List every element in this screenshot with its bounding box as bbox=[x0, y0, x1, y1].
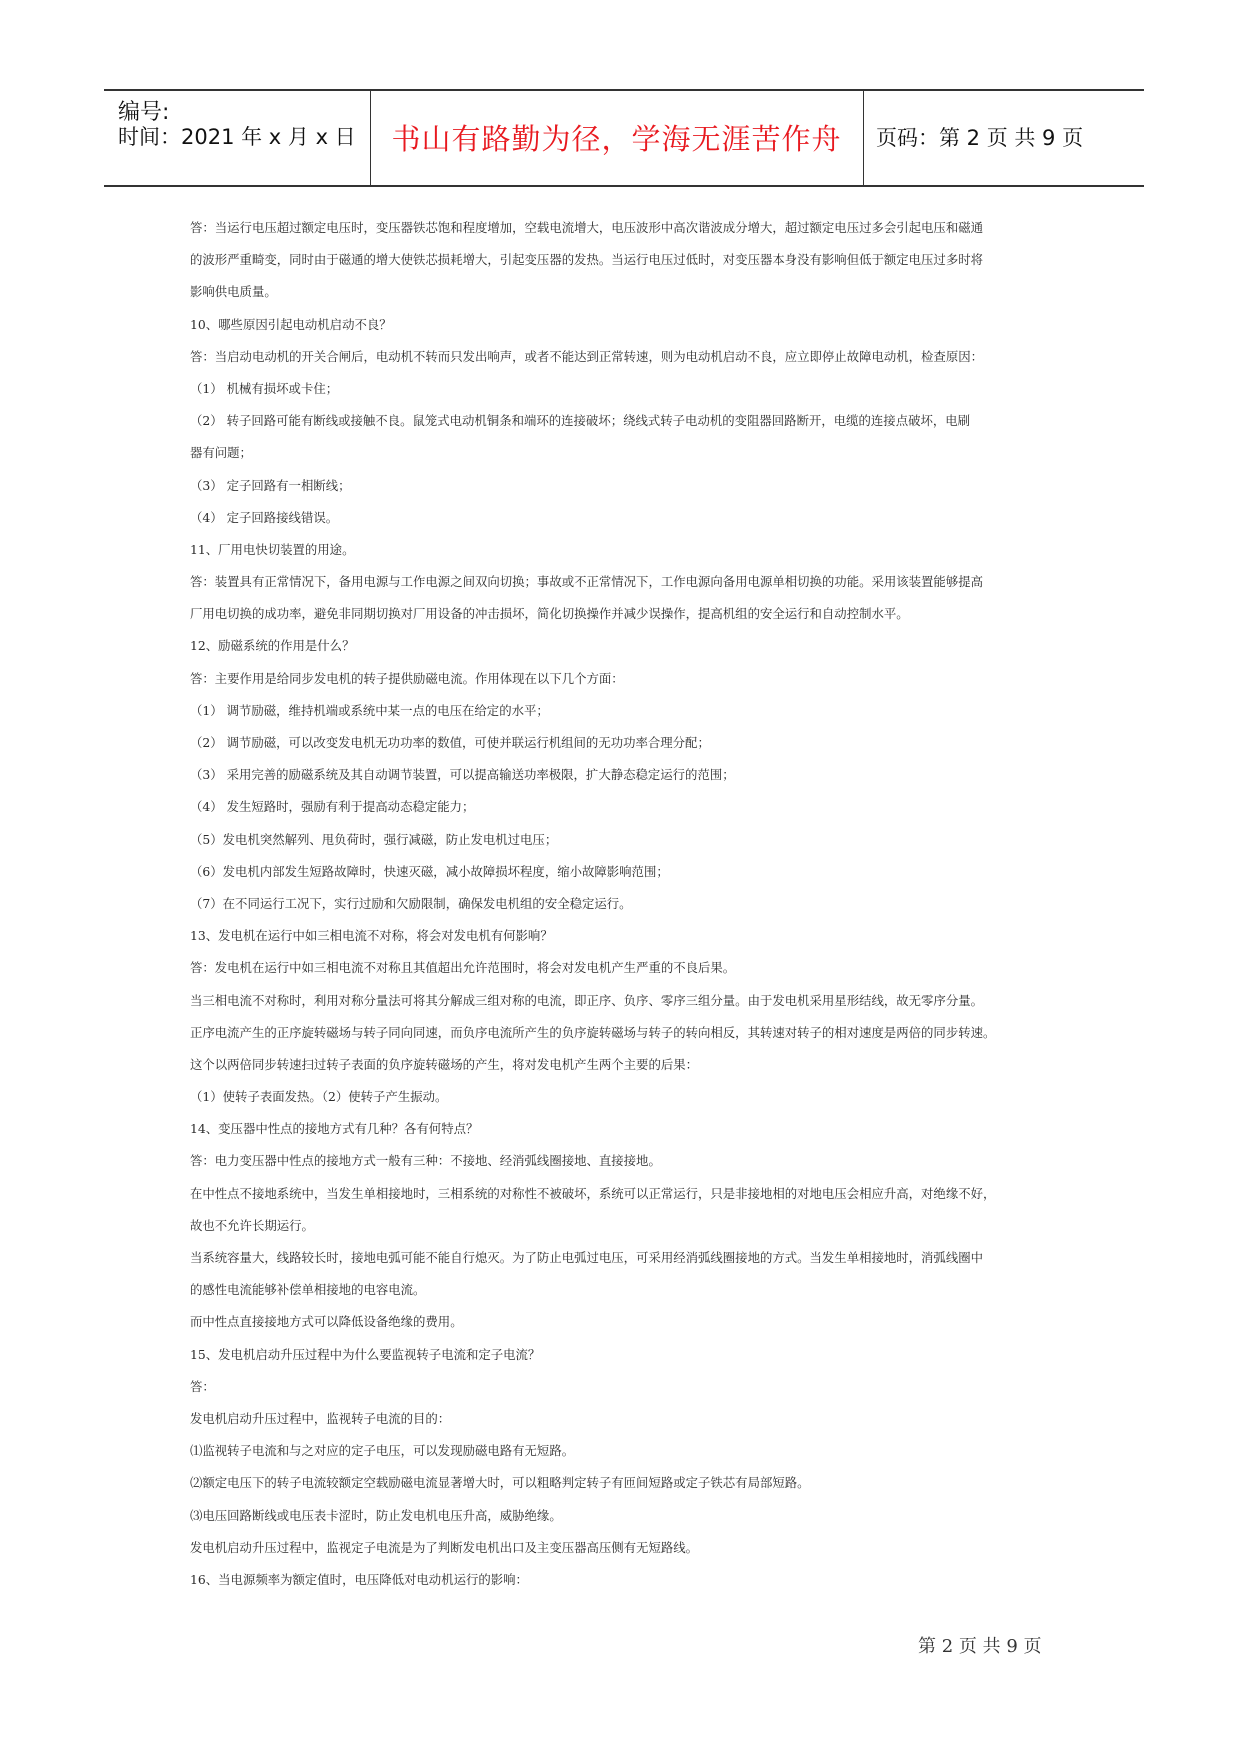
text-line: 答： bbox=[190, 1378, 215, 1394]
header-motto-cell bbox=[370, 91, 864, 185]
text-line: 影响供电质量。 bbox=[190, 284, 277, 300]
text-line: 答：电力变压器中性点的接地方式一般有三种：不接地、经消弧线圈接地、直接接地。 bbox=[190, 1153, 661, 1169]
text-line: 正序电流产生的正序旋转磁场与转子同向同速，而负序电流所产生的负序旋转磁场与转子的转向相反，其转速对转子的相对速度是两倍的同步转速。 bbox=[190, 1024, 996, 1040]
footer-page-number: 第 2 页 共 9 页 bbox=[918, 1636, 1042, 1657]
text-line: 在中性点不接地系统中，当发生单相接地时，三相系统的对称性不被破坏，系统可以正常运行，只是非接地相的对地电压会相应升高，对绝缘不好， bbox=[190, 1185, 996, 1201]
text-line: （4） 定子回路接线错误。 bbox=[190, 509, 339, 525]
text-line: 发电机启动升压过程中，监视转子电流的目的： bbox=[190, 1410, 451, 1426]
text-line: 14、变压器中性点的接地方式有几种？各有何特点？ bbox=[190, 1121, 479, 1137]
text-line: 发电机启动升压过程中，监视定子电流是为了判断发电机出口及主变压器高压侧有无短路线。 bbox=[190, 1539, 699, 1555]
motto: 书山有路勤为径，学海无涯苦作舟 bbox=[391, 122, 842, 156]
text-line: 12、励磁系统的作用是什么？ bbox=[190, 638, 355, 654]
text-line: 的波形严重畸变，同时由于磁通的增大使铁芯损耗增大，引起变压器的发热。当运行电压过低时，对变压器本身没有影响但低于额定电压过多时将 bbox=[190, 252, 983, 268]
document-body bbox=[190, 212, 1060, 1596]
text-line: （1）使转子表面发热。（2）使转子产生振动。 bbox=[190, 1089, 448, 1105]
text-line: 15、发电机启动升压过程中为什么要监视转子电流和定子电流？ bbox=[190, 1346, 541, 1362]
text-line: 的感性电流能够补偿单相接地的电容电流。 bbox=[190, 1282, 426, 1298]
text-line: （7）在不同运行工况下，实行过励和欠励限制，确保发电机组的安全稳定运行。 bbox=[190, 895, 632, 911]
text-line: 答：主要作用是给同步发电机的转子提供励磁电流。作用体现在以下几个方面： bbox=[190, 670, 624, 686]
text-line: 答：装置具有正常情况下，备用电源与工作电源之间双向切换；事故或不正常情况下，工作电源向备用电源单相切换的功能。采用该装置能够提高 bbox=[190, 574, 983, 590]
header-page-cell bbox=[864, 91, 1144, 185]
text-line: 答：发电机在运行中如三相电流不对称且其值超出允许范围时，将会对发电机产生严重的不良后果。 bbox=[190, 960, 736, 976]
header-info-cell bbox=[104, 91, 371, 185]
text-line: （3） 定子回路有一相断线； bbox=[190, 477, 351, 493]
text-line: （1） 调节励磁，维持机端或系统中某一点的电压在给定的水平； bbox=[190, 702, 549, 718]
text-line: 当系统容量大，线路较长时，接地电弧可能不能自行熄灭。为了防止电弧过电压，可采用经消弧线圈接地的方式。当发生单相接地时，消弧线圈中 bbox=[190, 1250, 983, 1265]
serial-number-label: 编号: bbox=[118, 100, 170, 125]
text-line: ⑴监视转子电流和与之对应的定子电压，可以发现励磁电路有无短路。 bbox=[190, 1443, 575, 1459]
text-line: （2） 调节励磁，可以改变发电机无功功率的数值，可使并联运行机组间的无功功率合理分配； bbox=[190, 735, 710, 750]
header-table bbox=[104, 89, 1144, 187]
text-line: 答：当启动电动机的开关合闸后，电动机不转而只发出响声，或者不能达到正常转速，则为电动机启动不良，应立即停止故障电动机，检查原因： bbox=[190, 348, 983, 364]
text-line: （3） 采用完善的励磁系统及其自动调节装置，可以提高输送功率极限，扩大静态稳定运行的范围； bbox=[190, 767, 735, 783]
header-page-number: 页码：第 2 页 共 9 页 bbox=[876, 126, 1084, 150]
text-line: 当三相电流不对称时，利用对称分量法可将其分解成三组对称的电流，即正序、负序、零序三组分量。由于发电机采用星形结线，故无零序分量。 bbox=[190, 992, 983, 1008]
text-line: 答：当运行电压超过额定电压时，变压器铁芯饱和程度增加，空载电流增大，电压波形中高次谐波成分增大，超过额定电压过多会引起电压和磁通 bbox=[190, 220, 983, 235]
text-line: 器有问题； bbox=[190, 445, 252, 461]
text-line: 这个以两倍同步转速扫过转子表面的负序旋转磁场的产生，将对发电机产生两个主要的后果： bbox=[190, 1056, 699, 1072]
text-line: ⑶电压回路断线或电压表卡涩时，防止发电机电压升高，威胁绝缘。 bbox=[190, 1507, 562, 1523]
text-line: 而中性点直接接地方式可以降低设备绝缘的费用。 bbox=[190, 1314, 463, 1330]
text-line: （2） 转子回路可能有断线或接触不良。鼠笼式电动机铜条和端环的连接破坏；绕线式转子电动机的变阻器回路断开，电缆的连接点破坏，电刷 bbox=[190, 413, 971, 429]
text-line: 11、厂用电快切装置的用途。 bbox=[190, 541, 355, 557]
text-line: ⑵额定电压下的转子电流较额定空载励磁电流显著增大时，可以粗略判定转子有匝间短路或定子铁芯有局部短路。 bbox=[190, 1475, 810, 1491]
time-label: 时间：2021 年 x 月 x 日 bbox=[118, 125, 356, 149]
text-line: （1） 机械有损坏或卡住； bbox=[190, 380, 339, 396]
text-line: 10、哪些原因引起电动机启动不良？ bbox=[190, 316, 392, 332]
text-line: 故也不允许长期运行。 bbox=[190, 1217, 314, 1233]
text-line: 厂用电切换的成功率，避免非同期切换对厂用设备的冲击损坏，简化切换操作并减少误操作，提高机组的安全运行和自动控制水平。 bbox=[190, 606, 909, 622]
text-line: （4） 发生短路时，强励有利于提高动态稳定能力； bbox=[190, 799, 475, 815]
text-line: （6）发电机内部发生短路故障时，快速灭磁，减小故障损坏程度，缩小故障影响范围； bbox=[190, 863, 669, 879]
text-line: （5）发电机突然解列、甩负荷时，强行减磁，防止发电机过电压； bbox=[190, 831, 558, 847]
text-line: 13、发电机在运行中如三相电流不对称，将会对发电机有何影响？ bbox=[190, 928, 553, 944]
text-line: 16、当电源频率为额定值时，电压降低对电动机运行的影响： bbox=[190, 1571, 528, 1587]
